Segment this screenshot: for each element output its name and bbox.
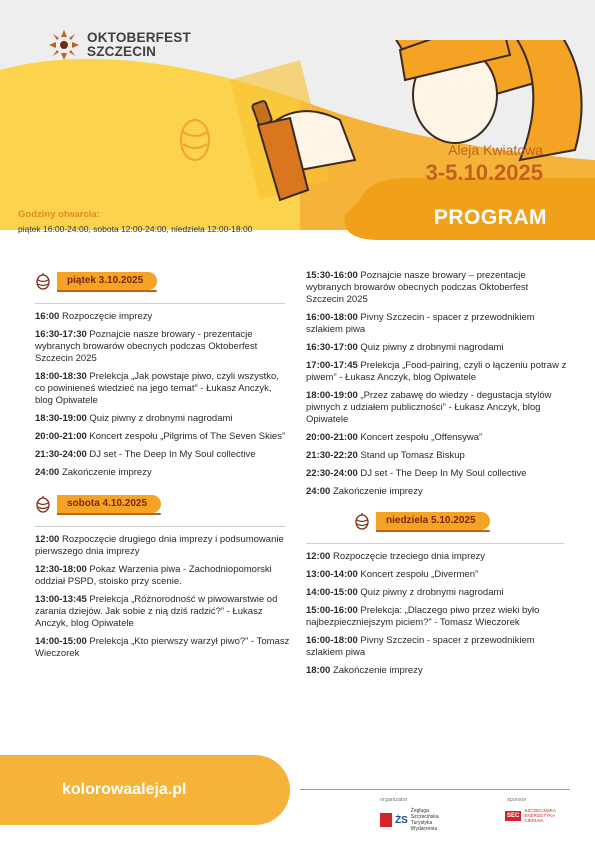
- schedule-event: [306, 635, 568, 659]
- hours-text: piątek 16:00-24:00, sobota 12:00-24:00, niedziela 12:00-18:00: [18, 224, 253, 234]
- schedule-event: [306, 551, 568, 563]
- organizer-mark: ŻS: [395, 814, 408, 826]
- schedule-event: [35, 449, 290, 461]
- event-time: 21:30-22:20: [306, 450, 358, 461]
- event-time: 18:00-18:30: [35, 371, 87, 382]
- event-time: 18:30-19:00: [35, 413, 87, 424]
- event-description: Zakończenie imprezy: [332, 665, 423, 676]
- schedule-event: [306, 270, 568, 306]
- schedule-event: [35, 564, 290, 588]
- venue-block: [426, 142, 543, 186]
- hop-icon: [35, 272, 51, 290]
- event-time: 16:30-17:30: [35, 329, 87, 340]
- event-time: 12:00: [35, 534, 60, 545]
- schedule-event: [306, 569, 568, 581]
- event-description: DJ set - The Deep In My Soul collective: [89, 449, 256, 460]
- schedule-event: [306, 360, 568, 384]
- event-time: 16:00-18:00: [306, 312, 358, 323]
- schedule-event: [35, 413, 290, 425]
- event-description: Prelekcja „Jak powstaje piwo, czyli wszystko, co powinieneś wiedzieć na jego temat” - Łukasz Anczyk, blog Opiwatele: [35, 371, 279, 406]
- event-description: Prelekcja „Food-pairing, czyli o łączeniu potraw z piwem” - Łukasz Anczyk, blog Opiwatele: [306, 360, 567, 383]
- divider: [35, 526, 285, 527]
- event-time: 13:00-13:45: [35, 594, 87, 605]
- schedule-right-column: [306, 270, 568, 683]
- divider: [35, 303, 285, 304]
- logo-line2: SZCZECIN: [87, 44, 157, 59]
- event-time: 21:30-24:00: [35, 449, 87, 460]
- event-description: DJ set - The Deep In My Soul collective: [360, 468, 527, 479]
- schedule-event: [306, 432, 568, 444]
- program-title: PROGRAM: [433, 206, 547, 229]
- venue-street: Aleja Kwiatowa: [448, 142, 543, 158]
- event-time: 17:00-17:45: [306, 360, 358, 371]
- event-time: 12:00: [306, 551, 331, 562]
- event-time: 15:00-16:00: [306, 605, 358, 616]
- event-description: Koncert zespołu „Offensywa”: [360, 432, 483, 443]
- event-time: 22:30-24:00: [306, 468, 358, 479]
- event-description: Prelekcja „Kto pierwszy warzył piwo?” - Tomasz Wieczorek: [35, 636, 290, 659]
- event-description: Poznajcie nasze browary – prezentacje wybranych browarów obecnych podczas Oktoberfest Szczecin 2025: [306, 270, 529, 305]
- schedule-event: [306, 665, 568, 677]
- event-description: Stand up Tomasz Biskup: [360, 450, 465, 461]
- website-link[interactable]: kolorowaaleja.pl: [62, 781, 187, 798]
- event-description: Zakończenie imprezy: [61, 467, 152, 478]
- day-header-friday: [35, 272, 290, 290]
- hop-icon: [35, 495, 51, 513]
- sponsor-mark: SEC: [507, 812, 520, 819]
- schedule-event: [35, 371, 290, 407]
- event-description: Poznajcie nasze browary - prezentacje wybranych browarów obecnych podczas Oktoberfest Szczecin 2025: [35, 329, 258, 364]
- schedule-event: [306, 390, 568, 426]
- event-description: Rozpoczęcie trzeciego dnia imprezy: [332, 551, 486, 562]
- day-header-saturday: [35, 495, 290, 513]
- event-description: Pivny Szczecin - spacer z przewodnikiem szlakiem piwa: [306, 635, 535, 658]
- event-time: 13:00-14:00: [306, 569, 358, 580]
- day-label: piątek 3.10.2025: [57, 272, 157, 290]
- footer-divider: [300, 789, 570, 790]
- event-time: 20:00-21:00: [35, 431, 87, 442]
- divider: [306, 543, 564, 544]
- event-time: 20:00-21:00: [306, 432, 358, 443]
- event-description: Quiz piwny z drobnymi nagrodami: [360, 342, 504, 353]
- event-description: Koncert zespołu „Pilgrims of The Seven Skies”: [89, 431, 286, 442]
- event-description: Prelekcja: „Dlaczego piwo przez wieki było najbezpieczniejszym piciem?” - Tomasz Wieczorek: [306, 605, 540, 628]
- event-description: Pivny Szczecin - spacer z przewodnikiem szlakiem piwa: [306, 312, 535, 335]
- schedule-event: [35, 329, 290, 365]
- event-description: Quiz piwny z drobnymi nagrodami: [360, 587, 504, 598]
- schedule-event: [35, 431, 290, 443]
- event-time: 24:00: [306, 486, 331, 497]
- organizer-logo: [380, 808, 451, 832]
- event-time: 14:00-15:00: [306, 587, 358, 598]
- event-time: 18:00: [306, 665, 331, 676]
- hop-icon: [354, 512, 370, 530]
- schedule-event: [35, 594, 290, 630]
- schedule-event: [306, 587, 568, 599]
- day-header-sunday: [354, 512, 568, 530]
- logo: [47, 28, 191, 62]
- schedule-event: [35, 311, 290, 323]
- organizer-icon: [380, 813, 392, 827]
- schedule-event: [306, 312, 568, 336]
- event-description: Prelekcja „Różnorodność w piwowarstwie od zarania dziejów. Jak sobie z nią dziś radzić?” - Łukasz Anczyk, blog Opiwatele: [35, 594, 278, 629]
- event-time: 14:00-15:00: [35, 636, 87, 647]
- event-time: 15:30-16:00: [306, 270, 358, 281]
- event-description: Koncert zespołu „Divermen”: [360, 569, 479, 580]
- schedule-event: [35, 636, 290, 660]
- event-description: Pokaz Warzenia piwa - Zachodniopomorski oddział PSPD, stoisko przy scenie.: [35, 564, 272, 587]
- schedule-left-column: [35, 272, 290, 666]
- schedule-event: [35, 534, 290, 558]
- schedule-event: [306, 450, 568, 462]
- organizer-label: organizator: [380, 797, 408, 803]
- schedule-event: [306, 486, 568, 498]
- event-description: Zakończenie imprezy: [332, 486, 423, 497]
- sponsor-label: sponsor: [507, 797, 527, 803]
- event-time: 16:30-17:00: [306, 342, 358, 353]
- day-label: sobota 4.10.2025: [57, 495, 161, 513]
- hours-title: Godziny otwarcia:: [18, 209, 100, 220]
- event-description: Quiz piwny z drobnymi nagrodami: [89, 413, 233, 424]
- event-description: „Przez zabawę do wiedzy - degustacja stylów piwnych z udziałem publiczności” - Łukasz Anczyk, blog Opiwatele: [306, 390, 552, 425]
- venue-dates: 3-5.10.2025: [425, 160, 543, 185]
- day-label: niedziela 5.10.2025: [376, 512, 490, 530]
- sponsor-name: SZCZECIŃSKA ENERGETYKA CIEPLNA: [524, 808, 556, 823]
- schedule-event: [35, 467, 290, 479]
- schedule-event: [306, 605, 568, 629]
- event-time: 24:00: [35, 467, 60, 478]
- schedule-event: [306, 468, 568, 480]
- event-time: 16:00-18:00: [306, 635, 358, 646]
- event-description: Rozpoczęcie imprezy: [61, 311, 153, 322]
- logo-line1: OKTOBERFEST: [87, 30, 191, 45]
- organizer-name: Żegluga Szczecińska Turystyka Wydarzenia: [410, 808, 439, 832]
- schedule-event: [306, 342, 568, 354]
- event-time: 12:30-18:00: [35, 564, 87, 575]
- sponsor-logo: [505, 808, 566, 823]
- sunburst-logo-icon: [47, 28, 81, 62]
- event-description: Rozpoczęcie drugiego dnia imprezy i podsumowanie pierwszego dnia imprezy: [35, 534, 284, 557]
- event-time: 18:00-19:00: [306, 390, 358, 401]
- event-time: 16:00: [35, 311, 60, 322]
